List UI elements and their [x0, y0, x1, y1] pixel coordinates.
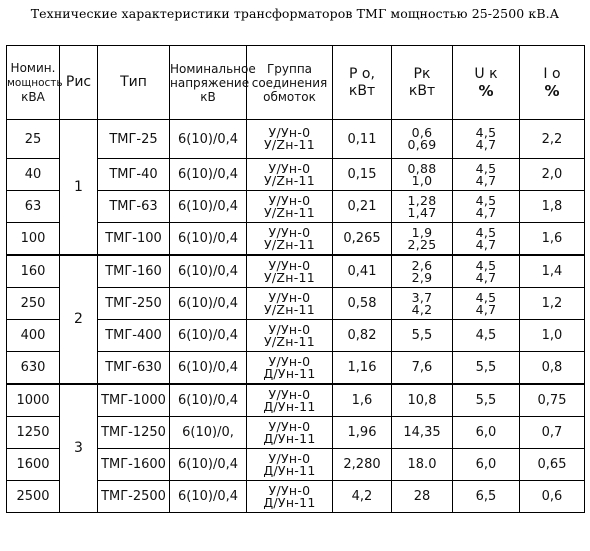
group-value: Д/Ун-11	[263, 398, 316, 414]
cell-uk	[453, 120, 520, 159]
cell-power	[7, 481, 60, 513]
figure-number: 2	[74, 311, 83, 327]
cell-type	[98, 384, 170, 417]
figure-number: 1	[74, 178, 83, 195]
cell-group	[247, 352, 333, 385]
p0-value: 1,6	[351, 393, 373, 408]
cell-uk	[453, 417, 520, 449]
uk-value: 4,5	[475, 160, 497, 176]
uk-value: 5,5	[475, 393, 497, 408]
cell-voltage	[170, 417, 247, 449]
header-uk	[453, 46, 520, 120]
group-value: У/Ун-0	[268, 353, 311, 369]
power-value: 40	[24, 167, 42, 182]
voltage-value: 6(10)/0,4	[177, 328, 238, 343]
group-value: У/Ун-0	[268, 321, 311, 337]
header-group	[247, 46, 333, 120]
cell-power	[7, 449, 60, 481]
header-voltage	[170, 46, 256, 120]
voltage-value: 6(10)/0,4	[177, 131, 238, 147]
p0-value: 0,11	[347, 131, 377, 147]
cell-uk	[453, 288, 520, 320]
cell-pk	[392, 223, 453, 256]
cell-i0	[520, 481, 585, 513]
cell-voltage	[170, 159, 247, 191]
uk-value: 4,7	[475, 172, 497, 188]
cell-group	[247, 191, 333, 223]
cell-voltage	[170, 320, 247, 352]
cell-p0	[333, 159, 392, 191]
power-value: 400	[20, 328, 46, 343]
i0-value: 0,8	[541, 360, 563, 375]
header-i0-line: I о	[543, 65, 561, 82]
cell-p0	[333, 120, 392, 159]
group-value: У/Ун-0	[268, 125, 311, 140]
cell-group	[247, 288, 333, 320]
cell-voltage	[170, 191, 247, 223]
cell-i0	[520, 191, 585, 223]
type-value: ТМГ-400	[105, 328, 162, 343]
i0-value: 0,6	[541, 489, 563, 504]
header-voltage-line: напряжение	[170, 75, 250, 90]
group-value: У/Ун-0	[268, 192, 311, 208]
i0-value: 0,65	[537, 457, 567, 472]
i0-value: 0,75	[537, 393, 567, 408]
uk-value: 4,7	[475, 301, 497, 317]
pk-value: 1,0	[411, 172, 433, 188]
group-value: У/Ун-0	[268, 257, 311, 273]
cell-pk	[392, 352, 453, 385]
header-voltage-line: кВ	[200, 89, 216, 104]
cell-group	[247, 384, 333, 417]
cell-voltage	[170, 384, 247, 417]
type-value: ТМГ-160	[105, 264, 162, 279]
uk-value: 4,5	[475, 125, 497, 140]
cell-type	[98, 320, 170, 352]
cell-pk	[392, 255, 453, 288]
power-value: 1250	[16, 425, 50, 440]
i0-value: 0,7	[541, 425, 563, 440]
cell-group	[247, 481, 333, 513]
cell-group	[247, 223, 333, 256]
group-value: У/Zн-11	[263, 333, 316, 349]
group-value: У/Ун-0	[268, 418, 311, 434]
group-value: Д/Ун-11	[263, 365, 316, 381]
group-value: У/Ун-0	[268, 160, 311, 176]
cell-type	[98, 417, 170, 449]
cell-uk	[453, 481, 520, 513]
cell-type	[98, 288, 170, 320]
header-i0-unit: %	[544, 81, 560, 100]
cell-figure	[60, 255, 98, 384]
cell-group	[247, 320, 333, 352]
header-group-line: соединения	[251, 75, 328, 90]
pk-value: 7,6	[411, 360, 433, 375]
cell-p0	[333, 384, 392, 417]
header-figure	[60, 46, 98, 120]
voltage-value: 6(10)/0,4	[177, 296, 238, 311]
cell-voltage	[170, 255, 247, 288]
header-type	[98, 46, 170, 120]
cell-i0	[520, 384, 585, 417]
group-value: У/Ун-0	[268, 482, 311, 498]
uk-value: 4,5	[475, 224, 497, 240]
header-power-line: мощность	[7, 77, 63, 89]
pk-value: 2,6	[411, 257, 433, 273]
i0-value: 1,8	[541, 199, 563, 214]
voltage-value: 6(10)/0,4	[177, 231, 238, 246]
uk-value: 4,7	[475, 236, 497, 252]
cell-voltage	[170, 223, 247, 256]
voltage-value: 6(10)/0,4	[177, 167, 238, 182]
header-uk-unit: %	[478, 81, 494, 100]
power-value: 63	[24, 199, 42, 214]
figure-number: 3	[74, 440, 83, 456]
header-power	[7, 46, 63, 120]
power-value: 1000	[16, 393, 50, 408]
header-p0	[333, 46, 392, 120]
cell-power	[7, 352, 60, 385]
group-value: У/Zн-11	[263, 204, 316, 220]
cell-uk	[453, 384, 520, 417]
cell-uk	[453, 159, 520, 191]
cell-power	[7, 384, 60, 417]
cell-i0	[520, 320, 585, 352]
cell-p0	[333, 191, 392, 223]
voltage-value: 6(10)/0,4	[177, 264, 238, 279]
header-p0-line: кВт	[348, 82, 376, 99]
cell-i0	[520, 255, 585, 288]
type-value: ТМГ-630	[105, 360, 162, 375]
type-value: ТМГ-2500	[101, 489, 166, 504]
type-value: ТМГ-1000	[101, 393, 166, 408]
header-i0	[520, 46, 585, 120]
cell-p0	[333, 255, 392, 288]
i0-value: 1,6	[541, 231, 563, 246]
cell-type	[98, 352, 170, 385]
pk-value: 5,5	[411, 328, 433, 343]
cell-uk	[453, 320, 520, 352]
cell-figure	[60, 384, 98, 513]
voltage-value: 6(10)/0,4	[177, 360, 238, 375]
i0-value: 1,0	[541, 328, 563, 343]
voltage-value: 6(10)/0,4	[177, 199, 238, 214]
p0-value: 1,96	[347, 425, 377, 440]
p0-value: 0,82	[347, 328, 377, 343]
cell-uk	[453, 191, 520, 223]
cell-i0	[520, 417, 585, 449]
group-value: Д/Ун-11	[263, 462, 316, 478]
group-value: У/Zн-11	[263, 236, 316, 252]
i0-value: 1,4	[541, 264, 563, 279]
cell-i0	[520, 223, 585, 256]
cell-power	[7, 417, 60, 449]
cell-voltage	[170, 481, 247, 513]
header-pk-line: кВт	[408, 82, 436, 99]
group-value: Д/Ун-11	[263, 494, 316, 510]
pk-value: 1,28	[407, 192, 437, 208]
cell-uk	[453, 223, 520, 256]
pk-value: 2,9	[411, 269, 433, 285]
group-value: У/Zн-11	[263, 137, 316, 152]
cell-power	[7, 223, 60, 256]
p0-value: 0,15	[347, 167, 377, 182]
power-value: 630	[20, 360, 46, 375]
type-value: ТМГ-25	[109, 131, 158, 147]
cell-group	[247, 417, 333, 449]
cell-power	[7, 120, 60, 159]
table-row	[7, 255, 585, 288]
uk-value: 4,5	[475, 257, 497, 273]
cell-pk	[392, 120, 453, 159]
document-title: Технические характеристики трансформаторов ТМГ мощностью 25-2500 кВ.А	[30, 6, 560, 21]
cell-i0	[520, 352, 585, 385]
power-value: 160	[20, 264, 46, 279]
pk-value: 2,25	[407, 236, 437, 252]
type-value: ТМГ-40	[109, 167, 158, 182]
cell-p0	[333, 417, 392, 449]
cell-power	[7, 159, 60, 191]
pk-value: 28	[413, 489, 431, 504]
cell-uk	[453, 449, 520, 481]
uk-value: 4,5	[475, 289, 497, 305]
pk-value: 0,88	[407, 160, 437, 176]
header-figure-label: Рис	[65, 74, 92, 90]
voltage-value: 6(10)/0,4	[177, 457, 238, 472]
uk-value: 4,5	[475, 192, 497, 208]
header-row	[7, 46, 585, 120]
header-group-line: Группа	[266, 61, 313, 76]
header-power-line: кВА	[21, 90, 45, 104]
power-value: 100	[20, 231, 46, 246]
header-type-label: Тип	[120, 74, 147, 90]
uk-value: 4,7	[475, 137, 497, 152]
cell-voltage	[170, 120, 247, 159]
i0-value: 1,2	[541, 296, 563, 311]
voltage-value: 6(10)/0,4	[177, 489, 238, 504]
cell-voltage	[170, 288, 247, 320]
pk-value: 1,47	[407, 204, 437, 220]
p0-value: 0,21	[347, 199, 377, 214]
cell-i0	[520, 120, 585, 159]
header-pk-line: Рк	[413, 65, 431, 82]
header-p0-line: Р о,	[349, 65, 375, 82]
cell-type	[98, 255, 170, 288]
header-pk	[392, 46, 453, 120]
cell-p0	[333, 449, 392, 481]
group-value: У/Ун-0	[268, 224, 311, 240]
cell-i0	[520, 449, 585, 481]
header-power-line: Номин.	[10, 61, 56, 75]
cell-pk	[392, 449, 453, 481]
cell-type	[98, 191, 170, 223]
cell-p0	[333, 352, 392, 385]
cell-group	[247, 449, 333, 481]
type-value: ТМГ-100	[105, 231, 162, 246]
type-value: ТМГ-63	[109, 199, 158, 214]
cell-type	[98, 223, 170, 256]
cell-p0	[333, 288, 392, 320]
cell-power	[7, 255, 60, 288]
cell-pk	[392, 481, 453, 513]
cell-type	[98, 449, 170, 481]
uk-value: 6,5	[475, 489, 497, 504]
header-uk-line: U к	[474, 65, 498, 82]
cell-group	[247, 255, 333, 288]
header-group-line: обмоток	[263, 89, 316, 104]
cell-i0	[520, 288, 585, 320]
cell-pk	[392, 417, 453, 449]
group-value: Д/Ун-11	[263, 430, 316, 446]
cell-i0	[520, 159, 585, 191]
uk-value: 4,7	[475, 269, 497, 285]
i0-value: 2,2	[541, 131, 563, 147]
pk-value: 10,8	[407, 393, 437, 408]
uk-value: 6,0	[475, 457, 497, 472]
power-value: 2500	[16, 489, 50, 504]
cell-uk	[453, 255, 520, 288]
group-value: У/Zн-11	[263, 301, 316, 317]
pk-value: 3,7	[411, 289, 433, 305]
cell-power	[7, 191, 60, 223]
table-row	[7, 120, 585, 159]
pk-value: 0,69	[407, 137, 437, 152]
type-value: ТМГ-1250	[101, 425, 166, 440]
voltage-value: 6(10)/0,	[182, 425, 234, 440]
power-value: 250	[20, 296, 46, 311]
transformer-spec-table	[6, 45, 585, 513]
pk-value: 4,2	[411, 301, 433, 317]
cell-figure	[60, 120, 98, 256]
i0-value: 2,0	[541, 167, 563, 182]
group-value: У/Ун-0	[268, 386, 311, 402]
uk-value: 5,5	[475, 360, 497, 375]
cell-pk	[392, 288, 453, 320]
type-value: ТМГ-1600	[101, 457, 166, 472]
cell-group	[247, 159, 333, 191]
cell-voltage	[170, 449, 247, 481]
uk-value: 4,5	[475, 328, 497, 343]
group-value: У/Zн-11	[263, 269, 316, 285]
cell-type	[98, 120, 170, 159]
pk-value: 1,9	[411, 224, 433, 240]
p0-value: 0,265	[343, 231, 381, 246]
table-row	[7, 384, 585, 417]
cell-p0	[333, 320, 392, 352]
cell-pk	[392, 191, 453, 223]
uk-value: 4,7	[475, 204, 497, 220]
cell-uk	[453, 352, 520, 385]
p0-value: 0,58	[347, 296, 377, 311]
cell-power	[7, 288, 60, 320]
group-value: У/Zн-11	[263, 172, 316, 188]
pk-value: 18.0	[407, 457, 437, 472]
power-value: 1600	[16, 457, 50, 472]
cell-type	[98, 159, 170, 191]
cell-pk	[392, 159, 453, 191]
power-value: 25	[24, 131, 42, 147]
p0-value: 4,2	[351, 489, 373, 504]
pk-value: 14,35	[403, 425, 441, 440]
cell-p0	[333, 481, 392, 513]
group-value: У/Ун-0	[268, 450, 311, 466]
pk-value: 0,6	[411, 125, 433, 140]
cell-power	[7, 320, 60, 352]
uk-value: 6,0	[475, 425, 497, 440]
cell-voltage	[170, 352, 247, 385]
header-voltage-line: Номинальное	[170, 61, 256, 76]
cell-pk	[392, 320, 453, 352]
cell-type	[98, 481, 170, 513]
group-value: У/Ун-0	[268, 289, 311, 305]
type-value: ТМГ-250	[105, 296, 162, 311]
cell-pk	[392, 384, 453, 417]
voltage-value: 6(10)/0,4	[177, 393, 238, 408]
cell-group	[247, 120, 333, 159]
p0-value: 2,280	[343, 457, 381, 472]
cell-p0	[333, 223, 392, 256]
p0-value: 0,41	[347, 264, 377, 279]
p0-value: 1,16	[347, 360, 377, 375]
